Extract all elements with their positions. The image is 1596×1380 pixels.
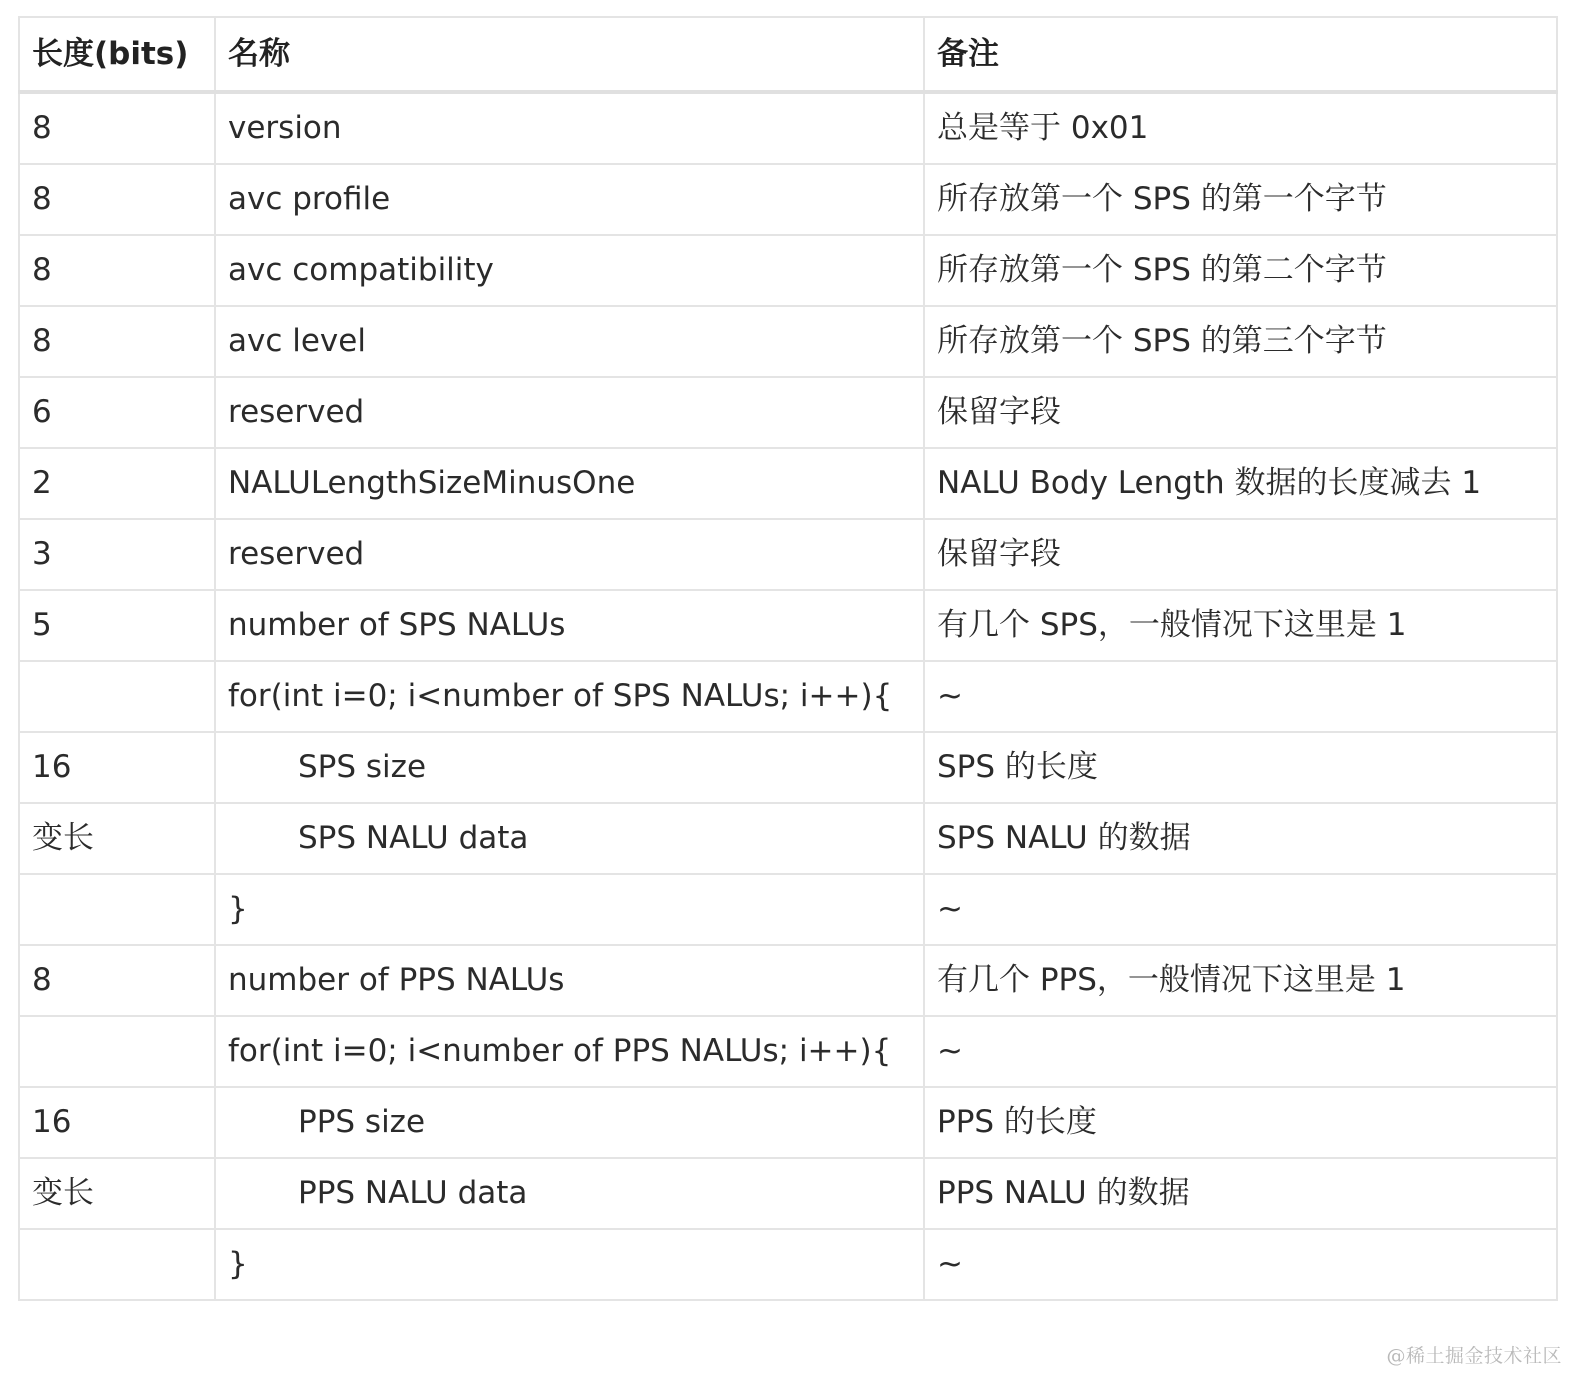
cell-name: SPS NALU data [215,803,924,874]
cell-name: avc profile [215,164,924,235]
header-length: 长度(bits) [19,17,215,92]
table-row [19,803,1557,874]
table-row [19,92,1557,164]
cell-length [19,1016,215,1087]
cell-note: ~ [924,1229,1557,1300]
cell-name: } [215,874,924,945]
cell-note: ~ [924,874,1557,945]
cell-length: 8 [19,235,215,306]
cell-note: 所存放第一个 SPS 的第二个字节 [924,235,1557,306]
cell-length: 5 [19,590,215,661]
cell-name: SPS size [215,732,924,803]
cell-length [19,1229,215,1300]
cell-name: reserved [215,377,924,448]
table-row [19,519,1557,590]
cell-note: 所存放第一个 SPS 的第一个字节 [924,164,1557,235]
table-row [19,377,1557,448]
cell-name: version [215,92,924,164]
table-row [19,590,1557,661]
cell-length: 2 [19,448,215,519]
cell-length [19,661,215,732]
cell-name: for(int i=0; i<number of SPS NALUs; i++){ [215,661,924,732]
cell-name: avc level [215,306,924,377]
cell-length: 8 [19,164,215,235]
cell-name: PPS NALU data [215,1158,924,1229]
table-row [19,164,1557,235]
cell-length: 6 [19,377,215,448]
cell-length [19,874,215,945]
cell-length: 8 [19,92,215,164]
cell-name: for(int i=0; i<number of PPS NALUs; i++){ [215,1016,924,1087]
cell-length: 变长 [19,1158,215,1229]
watermark: @稀土掘金技术社区 [1386,1345,1562,1367]
table-row [19,1158,1557,1229]
cell-note: SPS 的长度 [924,732,1557,803]
cell-length: 变长 [19,803,215,874]
cell-name: number of SPS NALUs [215,590,924,661]
table-row [19,661,1557,732]
cell-note: ~ [924,1016,1557,1087]
cell-name: PPS size [215,1087,924,1158]
table-header [19,17,1557,92]
cell-name: avc compatibility [215,235,924,306]
table-row [19,1229,1557,1300]
header-name: 名称 [215,17,924,92]
cell-name: number of PPS NALUs [215,945,924,1016]
cell-note: PPS 的长度 [924,1087,1557,1158]
cell-note: 有几个 PPS，一般情况下这里是 1 [924,945,1557,1016]
cell-length: 8 [19,306,215,377]
table-row [19,1087,1557,1158]
cell-length: 16 [19,1087,215,1158]
cell-length: 16 [19,732,215,803]
table-row [19,874,1557,945]
cell-note: 保留字段 [924,377,1557,448]
table-row [19,945,1557,1016]
avc-config-table-container [18,16,1556,1301]
header-note: 备注 [924,17,1557,92]
table-body [19,92,1557,1300]
cell-note: 所存放第一个 SPS 的第三个字节 [924,306,1557,377]
cell-note: SPS NALU 的数据 [924,803,1557,874]
cell-name: reserved [215,519,924,590]
cell-note: NALU Body Length 数据的长度减去 1 [924,448,1557,519]
cell-note: 总是等于 0x01 [924,92,1557,164]
avc-config-table [18,16,1558,1301]
table-row [19,732,1557,803]
cell-note: 有几个 SPS，一般情况下这里是 1 [924,590,1557,661]
cell-name: NALULengthSizeMinusOne [215,448,924,519]
cell-length: 3 [19,519,215,590]
table-row [19,1016,1557,1087]
cell-note: 保留字段 [924,519,1557,590]
cell-note: ~ [924,661,1557,732]
table-row [19,235,1557,306]
header-row [19,17,1557,92]
cell-note: PPS NALU 的数据 [924,1158,1557,1229]
cell-length: 8 [19,945,215,1016]
cell-name: } [215,1229,924,1300]
table-row [19,448,1557,519]
table-row [19,306,1557,377]
